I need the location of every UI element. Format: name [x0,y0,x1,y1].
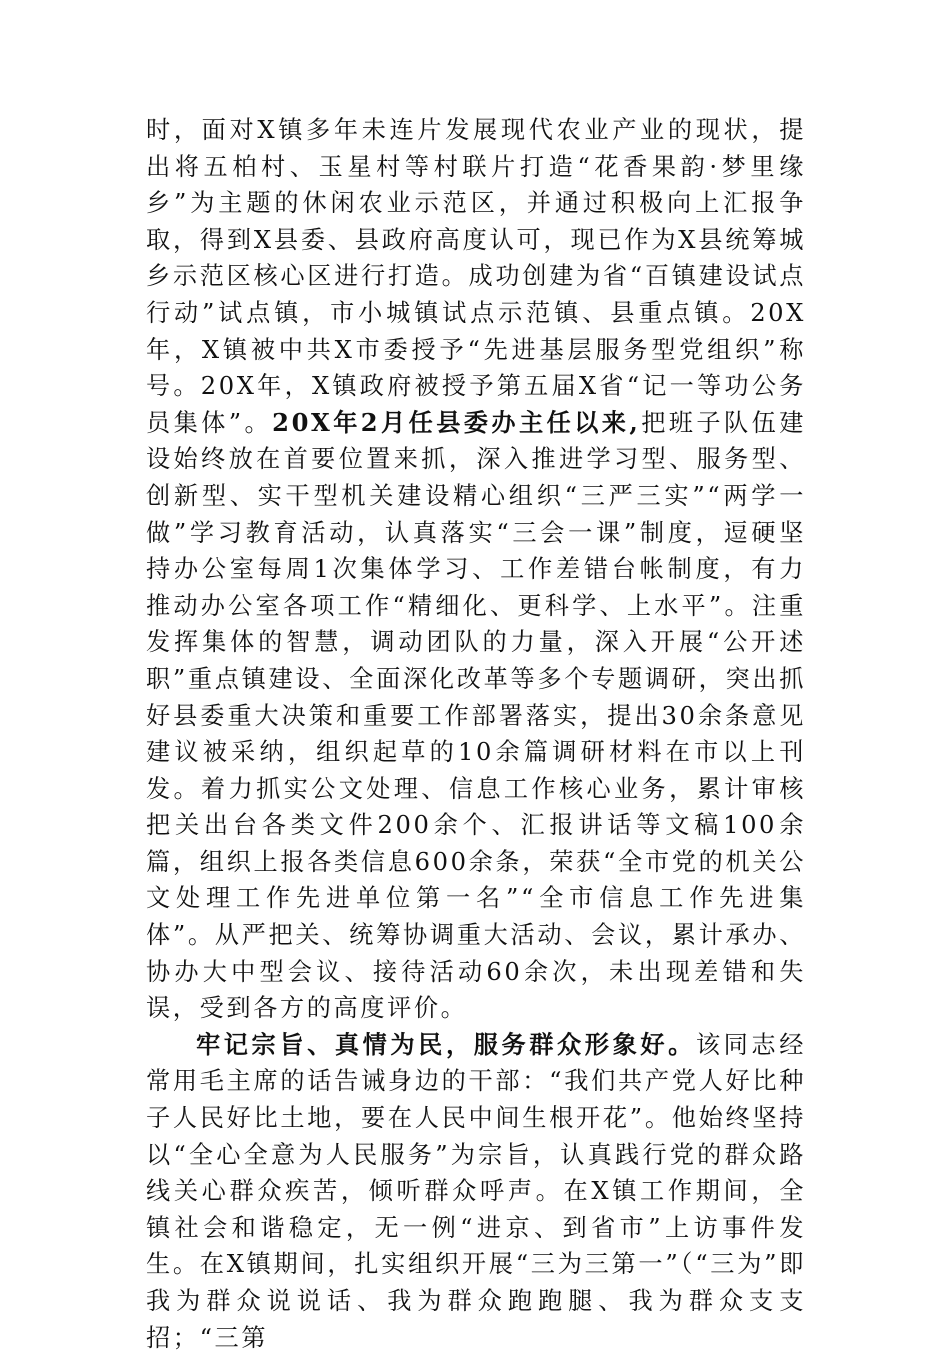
paragraph-1-text-run-1: 时，面对X镇多年未连片发展现代农业产业的现状，提出将五柏村、玉星村等村联片打造“花香果韵·梦里缘乡”为主题的休闲农业示范区，并通过积极向上汇报争取，得到X县委、县政府高度认可，现已作为X县统筹城乡示范区核心区进行打造。成功创建为省“百镇建设试点行动”试点镇，市小城镇试点示范镇、县重点镇。20X年，X镇被中共X市委授予“先进基层服务型党组织”称号。20X年，X镇政府被授予第五届X省“记一等功公务员集体”。 [146,116,806,437]
paragraph-2 [146,1027,806,1356]
paragraph-2-heading-run: 牢记宗旨、真情为民，服务群众形象好。 [196,1029,696,1059]
paragraph-2-text-run: 该同志经常用毛主席的话告诫身边的干部：“我们共产党人好比种子人民好比土地，要在人民中间生根开花”。他始终坚持以“全心全意为人民服务”为宗旨，认真践行党的群众路线关心群众疾苦，倾听群众呼声。在X镇工作期间，全镇社会和谐稳定，无一例“进京、到省市”上访事件发生。在X镇期间，扎实组织开展“三为三第一”（“三为”即我为群众说说话、我为群众跑跑腿、我为群众支支招；“三第 [146,1030,806,1352]
document-page [146,112,806,1356]
paragraph-1-bold-run: 20X年2月任县委办主任以来, [272,407,641,437]
paragraph-1-text-run-2: 把班子队伍建设始终放在首要位置来抓，深入推进学习型、服务型、创新型、实干型机关建设精心组织“三严三实”“两学一做”学习教育活动，认真落实“三会一课”制度，逗硬坚持办公室每周1次集体学习、工作差错台帐制度，有力推动办公室各项工作“精细化、更科学、上水平”。注重发挥集体的智慧，调动团队的力量，深入开展“公开述职”重点镇建设、全面深化改革等多个专题调研，突出抓好县委重大决策和重要工作部署落实，提出30余条意见建议被采纳，组织起草的10余篇调研材料在市以上刊发。着力抓实公文处理、信息工作核心业务，累计审核把关出台各类文件200余个、汇报讲话等文稿100余篇，组织上报各类信息600余条，荣获“全市党的机关公文处理工作先进单位第一名”“全市信息工作先进集体”。从严把关、统筹协调重大活动、会议，累计承办、协办大中型会议、接待活动60余次，未出现差错和失误，受到各方的高度评价。 [146,408,806,1023]
paragraph-1 [146,112,806,1027]
